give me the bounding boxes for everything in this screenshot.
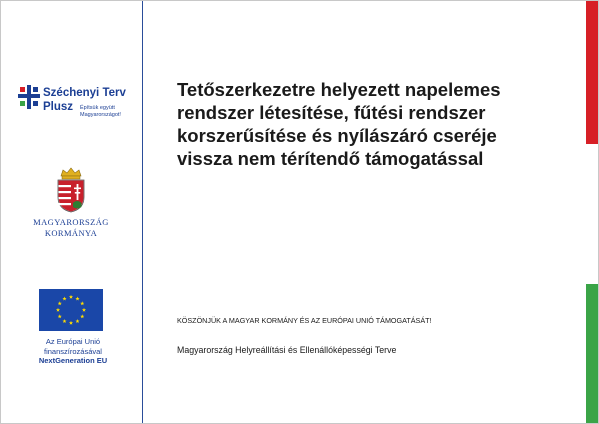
government-label [26,217,116,239]
government-line2: KORMÁNYA [44,228,98,238]
red-stripe [586,1,598,144]
green-stripe [586,284,598,423]
vertical-divider [142,1,143,423]
thanks-text: KÖSZÖNJÜK A MAGYAR KORMÁNY ÉS AZ EURÓPAI UNIÓ TÁMOGATÁSÁT! [177,316,432,325]
szechenyi-slogan-line2: Magyarországot! [80,112,121,118]
government-line1: MAGYARORSZÁG [33,217,109,227]
eu-line1: Az Európai Unió [45,337,101,346]
szechenyi-slogan [80,105,121,119]
szechenyi-plus: Plusz [43,101,74,113]
coat-of-arms-icon [53,167,89,213]
eu-label [23,337,123,366]
plan-text: Magyarország Helyreállítási és Ellenállóképességi Terve [177,345,397,355]
szechenyi-name: Széchenyi Terv [43,87,126,99]
szechenyi-slogan-line1: Építsük együtt [80,105,115,111]
eu-line3: NextGeneration EU [38,356,108,365]
eu-flag-icon [39,289,103,331]
project-title: Tetőszerkezetre helyezett napelemes rendszer létesítése, fűtési rendszer korszerűsítése és nyílászáró cseréje vissza nem térítendő támogatással [177,79,501,169]
szechenyi-cross-icon [18,85,40,109]
eu-line2: finanszírozásával [44,346,102,356]
szechenyi-logo [18,85,138,125]
